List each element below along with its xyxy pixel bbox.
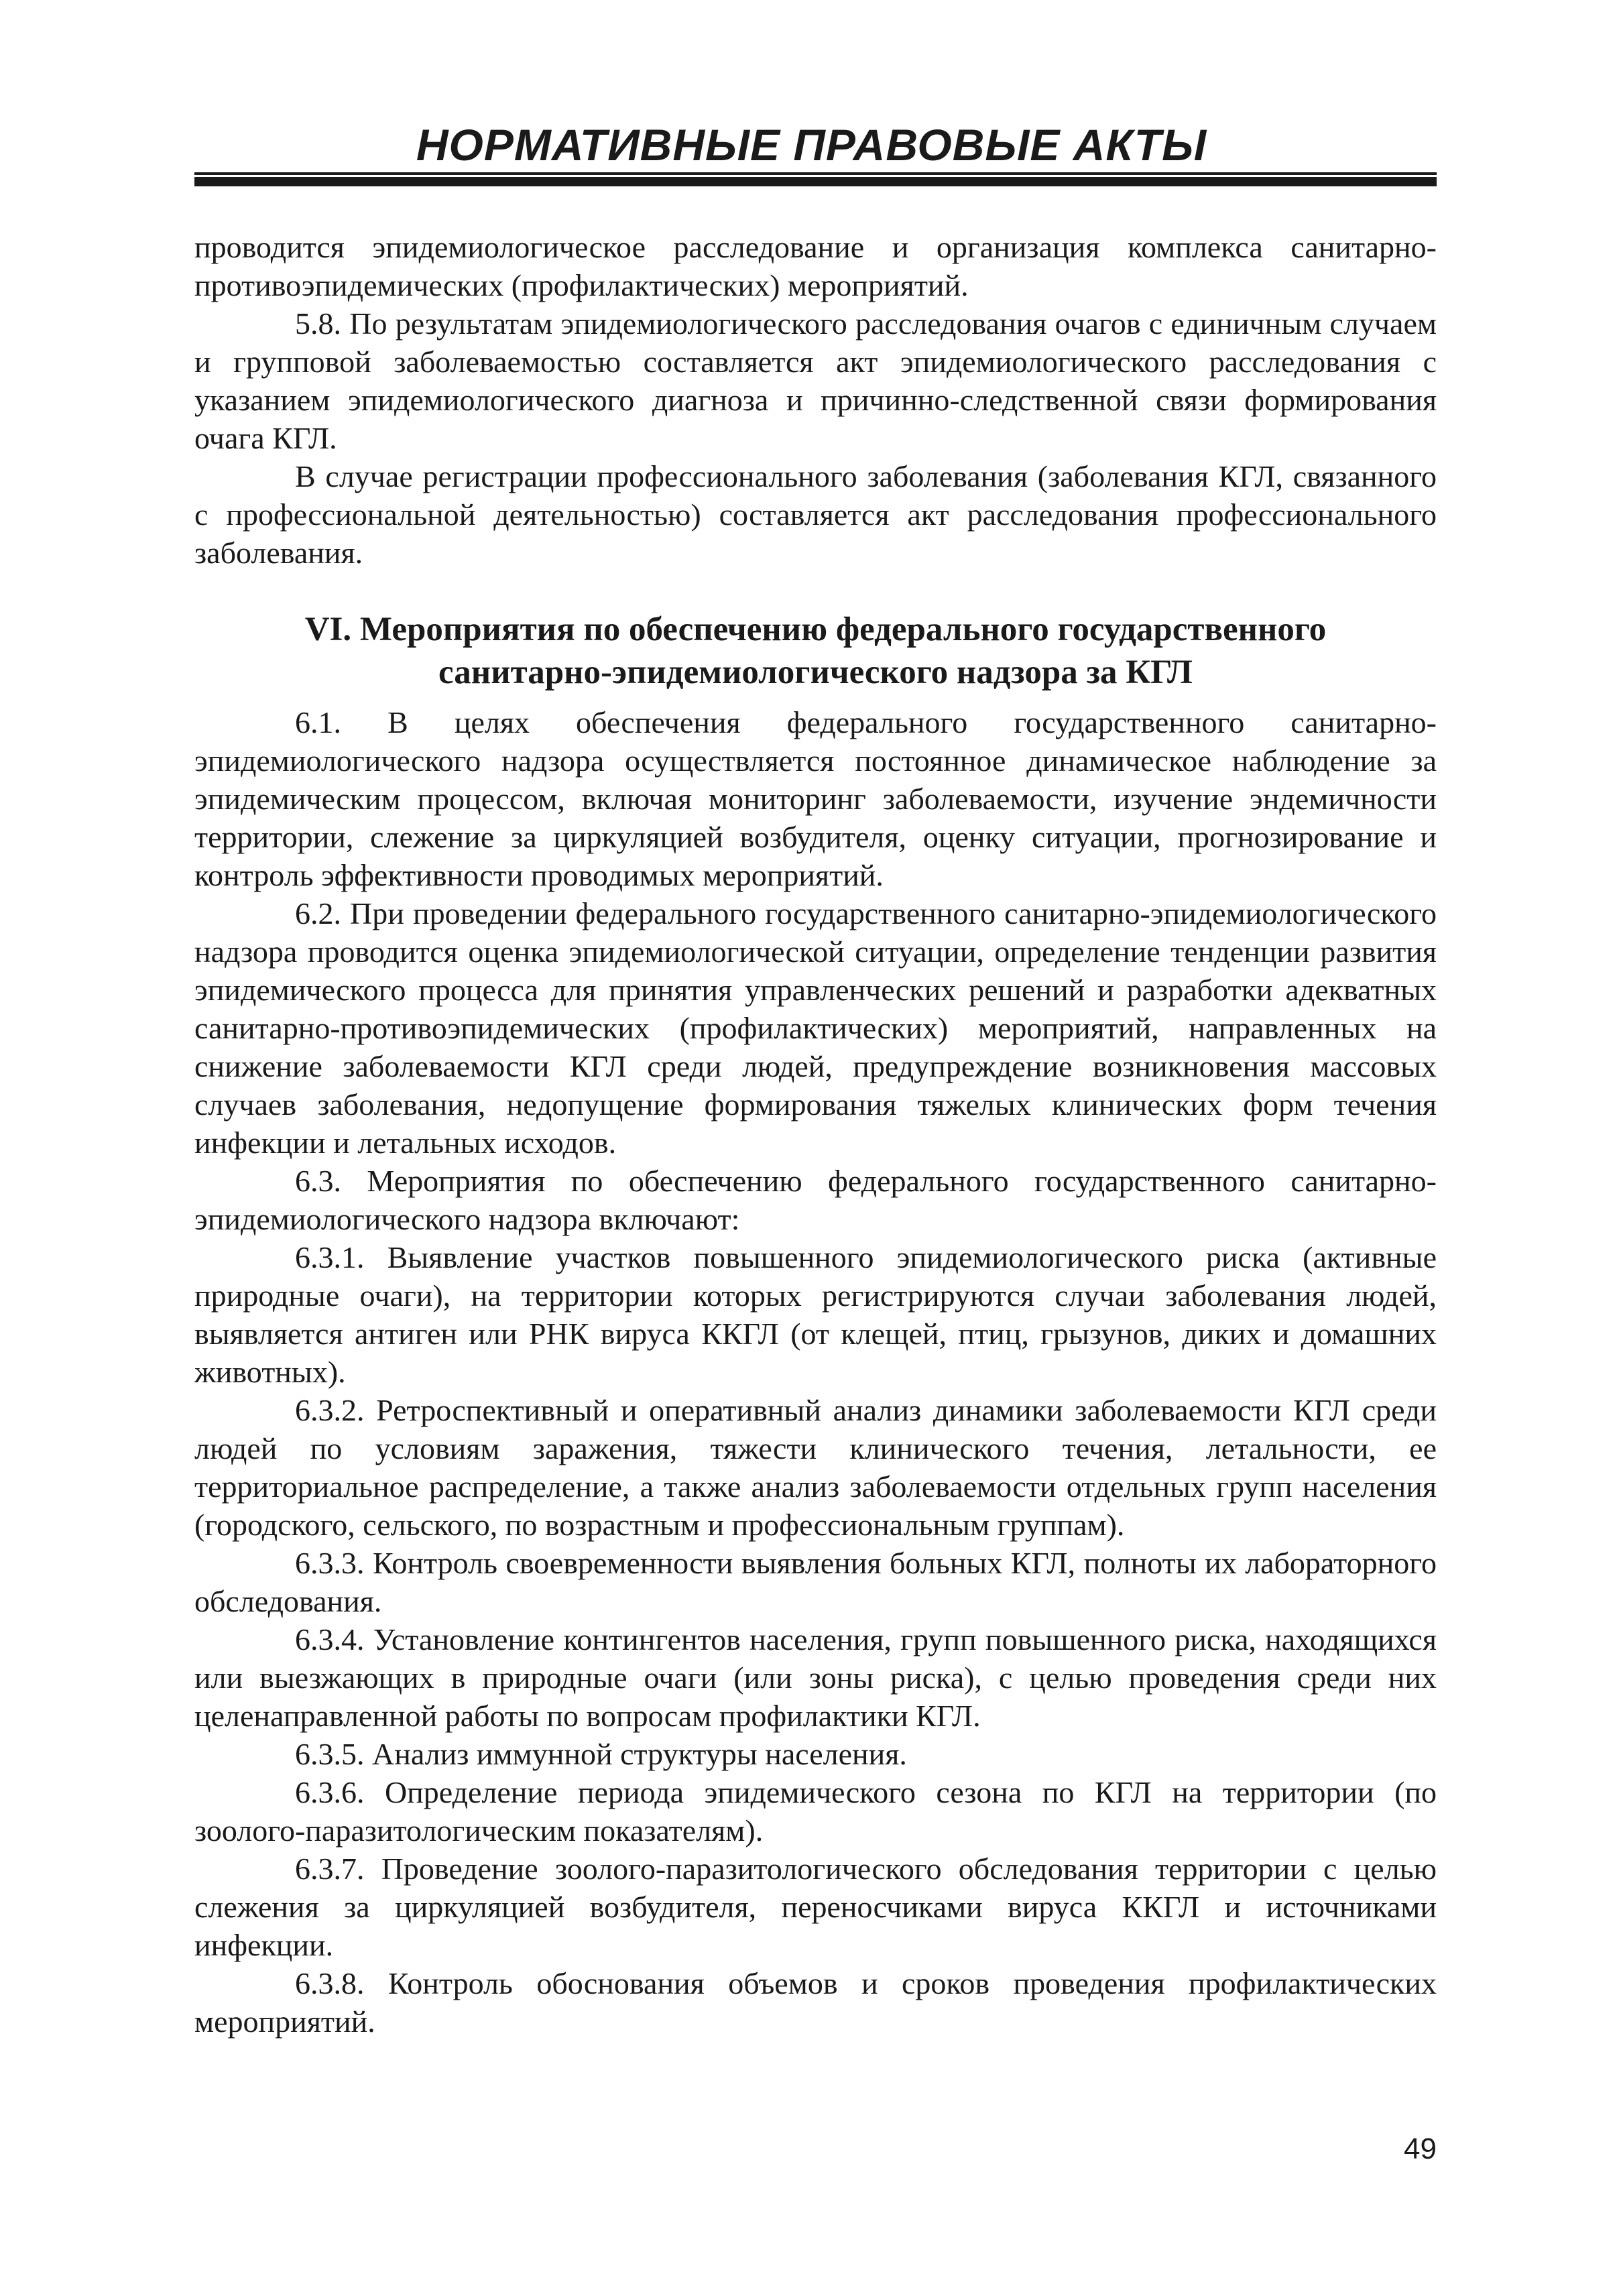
paragraph-6-2: 6.2. При проведении федерального государственного санитарно-эпидемиологического надзора проводится оценка эпидемиологической ситуации, определение тенденции развития эпидемического процесса для принятия управленческих решений и разработки адекватных санитарно-противоэпидемических (профилактических) мероприятий, направленных на снижение заболеваемости КГЛ среди людей, предупреждение возникновения массовых случаев заболевания, недопущение формирования тяжелых клинических форм течения инфекции и летальных исходов. bbox=[194, 896, 1437, 1160]
paragraph-5-8: 5.8. По результатам эпидемиологического расследования очагов с единичным случаем и групповой заболеваемостью составляется акт эпидемиологического расследования с указанием эпидемиологического диагноза и причинно-следственной связи формирования очага КГЛ. bbox=[194, 306, 1437, 455]
paragraph-6-3-8: 6.3.8. Контроль обоснования объемов и сроков проведения профилактических мероприятий. bbox=[194, 1966, 1437, 2039]
section-heading bbox=[194, 608, 1437, 694]
paragraph-professional-disease: В случае регистрации профессионального заболевания (заболевания КГЛ, связанного с профессиональной деятельностью) составляется акт расследования профессионального заболевания. bbox=[194, 459, 1437, 570]
paragraph-6-3-5: 6.3.5. Анализ иммунной структуры населения. bbox=[295, 1737, 907, 1771]
section-heading-line-2: санитарно-эпидемиологического надзора за КГЛ bbox=[438, 654, 1193, 691]
page-body bbox=[194, 228, 1437, 2041]
paragraph-6-3-6: 6.3.6. Определение периода эпидемического сезона по КГЛ на территории (по зоолого-паразитологическим показателям). bbox=[194, 1775, 1437, 1848]
paragraph-6-3-3: 6.3.3. Контроль своевременности выявления больных КГЛ, полноты их лабораторного обследования. bbox=[194, 1546, 1437, 1618]
header-rule-thin bbox=[194, 172, 1437, 175]
section-heading-line-1: VI. Мероприятия по обеспечению федерального государственного bbox=[304, 611, 1327, 648]
paragraph-6-3-1: 6.3.1. Выявление участков повышенного эпидемиологического риска (активные природные очаги), на территории которых регистрируются случаи заболевания людей, выявляется антиген или РНК вируса ККГЛ (от клещей, птиц, грызунов, диких и домашних животных). bbox=[194, 1240, 1437, 1389]
paragraph-6-3-4: 6.3.4. Установление контингентов населения, групп повышенного риска, находящихся или выезжающих в природные очаги (или зоны риска), с целью проведения среди них целенаправленной работы по вопросам профилактики КГЛ. bbox=[194, 1622, 1437, 1733]
paragraph-6-1: 6.1. В целях обеспечения федерального государственного санитарно-эпидемиологического надзора осуществляется постоянное динамическое наблюдение за эпидемическим процессом, включая мониторинг заболеваемости, изучение эндемичности территории, слежение за циркуляцией возбудителя, оценку ситуации, прогнозирование и контроль эффективности проводимых мероприятий. bbox=[194, 705, 1437, 892]
paragraph-continuation: проводится эпидемиологическое расследование и организация комплекса санитарно-противоэпидемических (профилактических) мероприятий. bbox=[194, 230, 1437, 302]
header-rule-thick bbox=[194, 177, 1437, 186]
paragraph-6-3-7: 6.3.7. Проведение зоолого-паразитологического обследования территории с целью слежения за циркуляцией возбудителя, переносчиками вируса ККГЛ и источниками инфекции. bbox=[194, 1852, 1437, 1962]
running-header-title: НОРМАТИВНЫЕ ПРАВОВЫЕ АКТЫ bbox=[416, 120, 1207, 170]
paragraph-6-3-2: 6.3.2. Ретроспективный и оперативный анализ динамики заболеваемости КГЛ среди людей по условиям заражения, тяжести клинического течения, летальности, ее территориальное распределение, а также анализ заболеваемости отдельных групп населения (городского, сельского, по возрастным и профессиональным группам). bbox=[194, 1393, 1437, 1542]
page-number: 49 bbox=[1404, 2132, 1437, 2165]
paragraph-6-3: 6.3. Мероприятия по обеспечению федерального государственного санитарно-эпидемиологического надзора включают: bbox=[194, 1164, 1437, 1236]
